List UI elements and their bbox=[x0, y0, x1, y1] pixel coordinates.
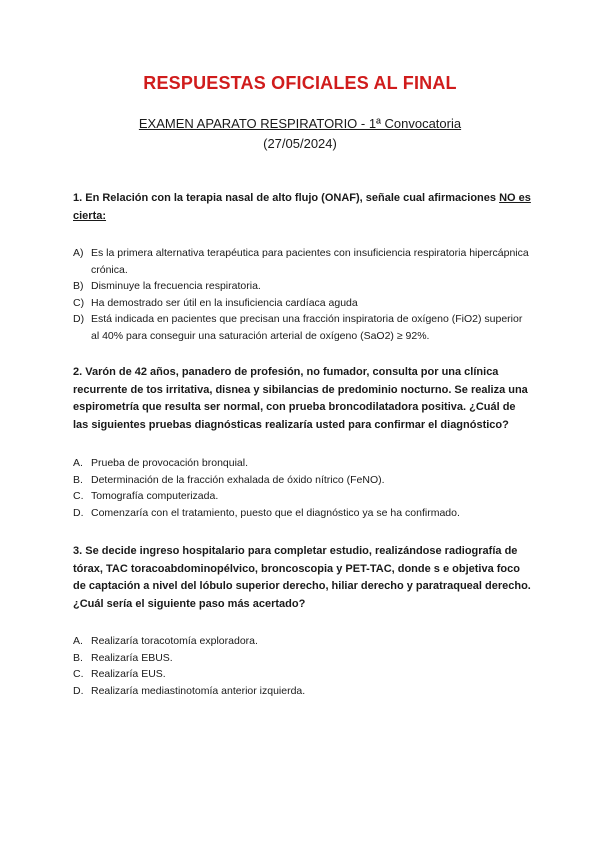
question-emphasis: NO es cierta: bbox=[73, 192, 531, 222]
option-text: Comenzaría con el tratamiento, puesto que el diagnóstico ya se ha confirmado. bbox=[91, 506, 460, 519]
option-letter: B. bbox=[73, 473, 83, 486]
options-list bbox=[73, 245, 533, 344]
question-text: 2. Varón de 42 años, panadero de profesión, no fumador, consulta por una clínica recurrente de tos irritativa, disnea y sibilancias de predominio nocturno. Se realiza una espirometría que resulta ser normal, con prueba broncodilatadora positiva. ¿Cuál de las siguientes pruebas diagnósticas realizaría usted para confirmar el diagnóstico? bbox=[73, 366, 528, 431]
options-list bbox=[73, 455, 533, 521]
option-letter: C) bbox=[73, 296, 85, 309]
option-text: Prueba de provocación bronquial. bbox=[91, 457, 249, 469]
question-3 bbox=[73, 543, 533, 699]
option-letter: D. bbox=[73, 684, 84, 697]
option-text: Ha demostrado ser útil en la insuficiencia cardíaca aguda bbox=[91, 296, 358, 309]
question-text-main: 1. En Relación con la terapia nasal de alto flujo (ONAF), señale cual afirmaciones bbox=[73, 192, 500, 204]
option-letter: A. bbox=[73, 635, 83, 647]
option-d bbox=[73, 311, 533, 344]
exam-date: (27/05/2024) bbox=[263, 136, 337, 151]
answers-banner: RESPUESTAS OFICIALES AL FINAL bbox=[143, 73, 457, 93]
option-letter: B) bbox=[73, 280, 84, 292]
question-text bbox=[73, 190, 533, 225]
option-letter: C. bbox=[73, 490, 84, 502]
question-2 bbox=[73, 364, 533, 521]
option-text: Tomografía computerizada. bbox=[91, 490, 219, 502]
option-a bbox=[73, 455, 533, 472]
option-text: Realizaría EBUS. bbox=[91, 651, 173, 664]
option-b bbox=[73, 278, 533, 295]
option-text: Realizaría EUS. bbox=[91, 668, 166, 680]
option-c bbox=[73, 488, 533, 505]
option-c bbox=[73, 666, 533, 683]
option-text: Realizaría mediastinotomía anterior izquierda. bbox=[91, 684, 306, 697]
option-d bbox=[73, 683, 533, 700]
option-letter: A. bbox=[73, 457, 83, 469]
option-text: Determinación de la fracción exhalada de óxido nítrico (FeNO). bbox=[91, 473, 385, 486]
option-letter: B. bbox=[73, 651, 83, 664]
options-list bbox=[73, 633, 533, 699]
option-text: Está indicada en pacientes que precisan una fracción inspiratoria de oxígeno (FiO2) superior al 40% para conseguir una saturación arterial de oxígeno (SaO2) ≥ 92%. bbox=[91, 313, 523, 342]
option-letter: D) bbox=[73, 313, 85, 325]
question-text: 3. Se decide ingreso hospitalario para completar estudio, realizándose radiografía de tórax, TAC toracoabdominopélvico, broncoscopia y PET-TAC, donde s e objetiva foco de captación a nivel del lóbulo superior derecho, hiliar derecho y paratraqueal derecho. ¿Cuál sería el siguiente paso más acertado? bbox=[73, 545, 531, 610]
option-b bbox=[73, 650, 533, 667]
option-text: Disminuye la frecuencia respiratoria. bbox=[91, 280, 261, 292]
option-text: Es la primera alternativa terapéutica para pacientes con insuficiencia respiratoria hipercápnica crónica. bbox=[91, 247, 529, 276]
question-1 bbox=[73, 190, 533, 344]
option-a bbox=[73, 245, 533, 278]
exam-title: EXAMEN APARATO RESPIRATORIO - 1ª Convocatoria bbox=[138, 116, 462, 131]
option-b bbox=[73, 472, 533, 489]
option-letter: C. bbox=[73, 668, 84, 680]
option-letter: A) bbox=[73, 247, 84, 259]
option-text: Realizaría toracotomía exploradora. bbox=[91, 635, 258, 647]
option-d bbox=[73, 505, 533, 522]
option-letter: D. bbox=[73, 506, 84, 519]
option-a bbox=[73, 633, 533, 650]
option-c bbox=[73, 295, 533, 312]
